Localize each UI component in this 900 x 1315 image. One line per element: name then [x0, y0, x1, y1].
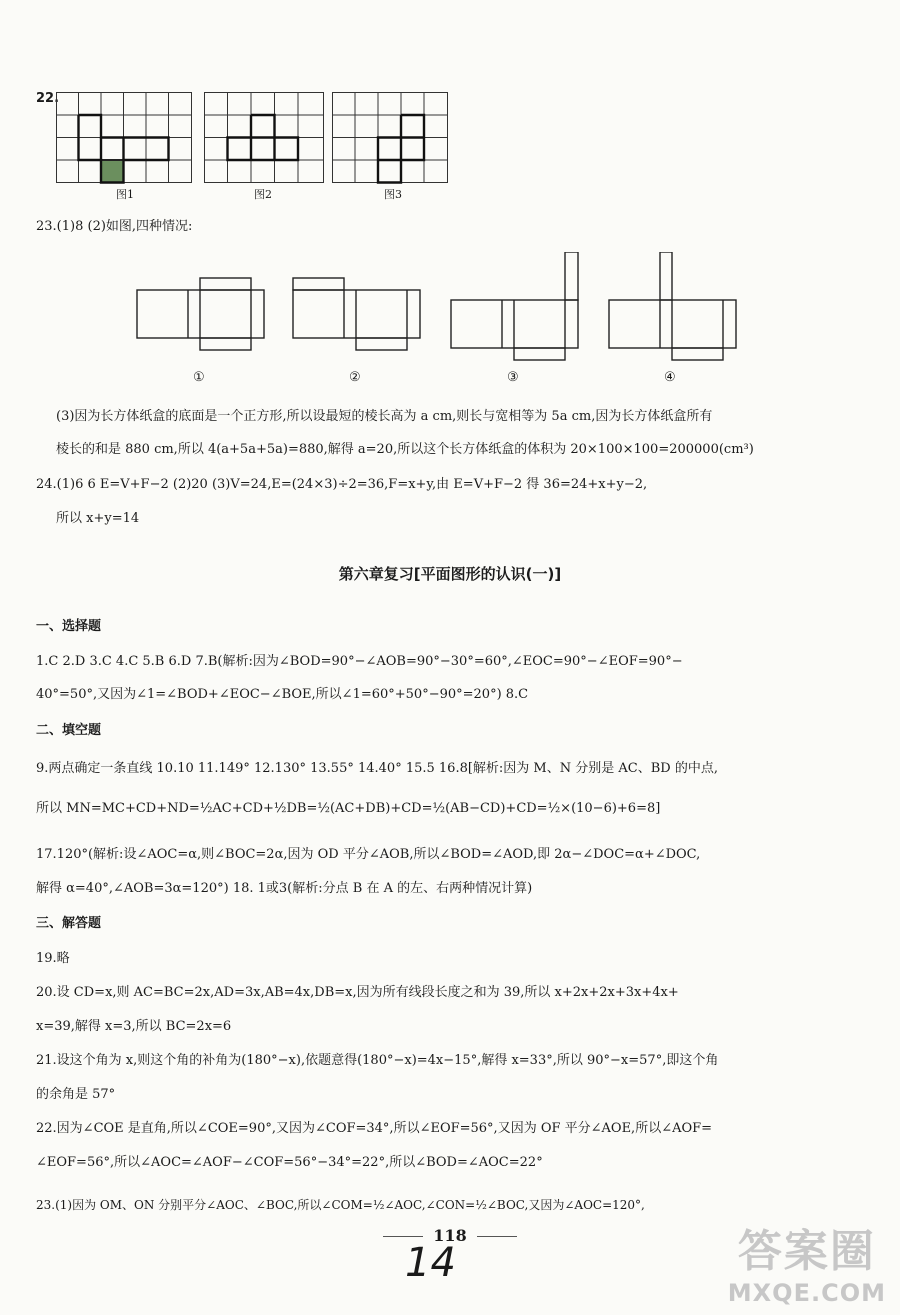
- net-label-3: ③: [507, 370, 519, 385]
- figure-2-caption: 图2: [254, 188, 272, 201]
- q20-line-2: x=39,解得 x=3,所以 BC=2x=6: [36, 1019, 232, 1034]
- watermark-url: MXQE.COM: [727, 1279, 886, 1307]
- q21-line-2: 的余角是 57°: [36, 1087, 116, 1102]
- section-3-heading: 三、解答题: [36, 916, 102, 931]
- net-diagram-1: [136, 252, 266, 366]
- q24-line-1: 24.(1)6 6 E=V+F−2 (2)20 (3)V=24,E=(24×3)÷2=36,F=x+y,由 E=V+F−2 得 36=24+x+y−2,: [36, 477, 648, 492]
- handwritten-number: 14: [405, 1240, 456, 1286]
- section-1-heading: 一、选择题: [36, 619, 102, 634]
- section-2-line-3: 17.120°(解析:设∠AOC=α,则∠BOC=2α,因为 OD 平分∠AOB,所以∠BOD=∠AOD,即 2α−∠DOC=α+∠DOC,: [36, 847, 701, 862]
- q22-number: 22.: [36, 91, 60, 106]
- section-2-line-2: 所以 MN=MC+CD+ND=½AC+CD+½DB=½(AC+DB)+CD=½(AB−CD)+CD=½×(10−6)+6=8]: [36, 801, 661, 816]
- section-2-line-1: 9.两点确定一条直线 10.10 11.149° 12.130° 13.55° 14.40° 15.5 16.8[解析:因为 M、N 分别是 AC、BD 的中点,: [36, 761, 718, 776]
- figure-3-grid: [332, 92, 448, 184]
- chapter-title: 第六章复习[平面图形的认识(一)]: [338, 565, 562, 583]
- figure-3-caption: 图3: [384, 188, 402, 201]
- watermark-text: 答案圈: [737, 1226, 876, 1277]
- page-number: 118: [0, 1226, 900, 1245]
- q20-line-1: 20.设 CD=x,则 AC=BC=2x,AD=3x,AB=4x,DB=x,因为所有线段长度之和为 39,所以 x+2x+2x+3x+4x+: [36, 985, 679, 1000]
- section-1-line-1: 1.C 2.D 3.C 4.C 5.B 6.D 7.B(解析:因为∠BOD=90°−∠AOB=90°−30°=60°,∠EOC=90°−∠EOF=90°−: [36, 654, 683, 669]
- net-label-1: ①: [193, 370, 205, 385]
- q23-answer-line-1: 23.(1)因为 OM、ON 分别平分∠AOC、∠BOC,所以∠COM=½∠AOC,∠CON=½∠BOC,又因为∠AOC=120°,: [36, 1198, 645, 1212]
- watermark-logo: [728, 1215, 886, 1307]
- net-label-4: ④: [664, 370, 676, 385]
- figure-1-caption: 图1: [116, 188, 134, 201]
- figure-2-grid: [204, 92, 324, 184]
- q23-line-3: 棱长的和是 880 cm,所以 4(a+5a+5a)=880,解得 a=20,所以这个长方体纸盒的体积为 20×100×100=200000(cm³): [56, 442, 754, 457]
- section-2-line-4: 解得 α=40°,∠AOB=3α=120°) 18. 1或3(解析:分点 B 在 A 的左、右两种情况计算): [36, 881, 533, 896]
- q22-answer-line-2: ∠EOF=56°,所以∠AOC=∠AOF−∠COF=56°−34°=22°,所以∠BOD=∠AOC=22°: [36, 1155, 543, 1170]
- q21-line-1: 21.设这个角为 x,则这个角的补角为(180°−x),依题意得(180°−x)=4x−15°,解得 x=33°,所以 90°−x=57°,即这个角: [36, 1053, 719, 1068]
- net-diagram-3: [450, 252, 580, 376]
- net-diagram-2: [292, 252, 422, 366]
- q23-line-2: (3)因为长方体纸盒的底面是一个正方形,所以设最短的棱长高为 a cm,则长与宽相等为 5a cm,因为长方体纸盒所有: [56, 409, 713, 424]
- q22-answer-line-1: 22.因为∠COE 是直角,所以∠COE=90°,又因为∠COF=34°,所以∠EOF=56°,又因为 OF 平分∠AOE,所以∠AOF=: [36, 1121, 713, 1136]
- q23-line-1: 23.(1)8 (2)如图,四种情况:: [36, 219, 193, 234]
- section-2-heading: 二、填空题: [36, 723, 102, 738]
- q24-line-2: 所以 x+y=14: [56, 511, 140, 526]
- section-1-line-2: 40°=50°,又因为∠1=∠BOD+∠EOC−∠BOE,所以∠1=60°+50°−90°=20°) 8.C: [36, 687, 529, 702]
- q19-answer: 19.略: [36, 951, 70, 966]
- net-diagram-4: [608, 252, 738, 376]
- net-label-2: ②: [349, 370, 361, 385]
- figure-1-grid: [56, 92, 192, 184]
